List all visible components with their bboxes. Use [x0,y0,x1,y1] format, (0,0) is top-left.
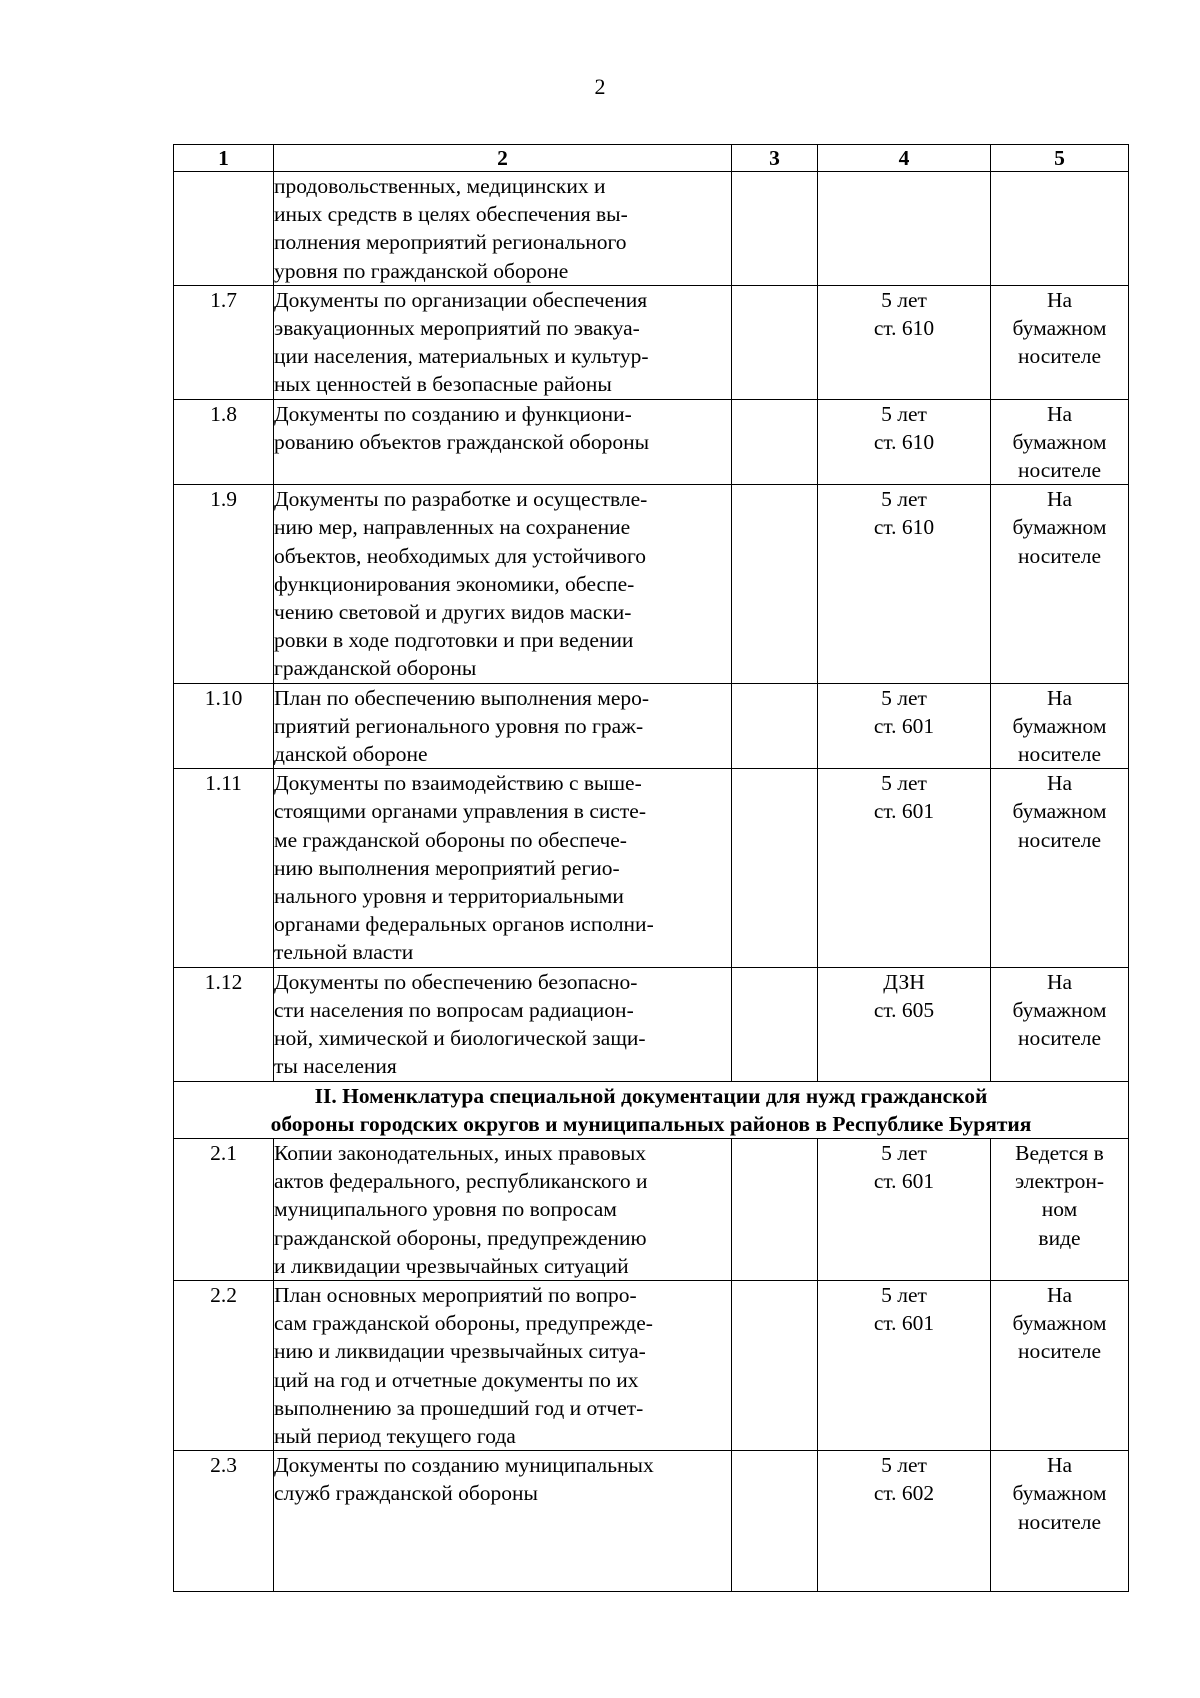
row-description: План по обеспечению выполнения меро- приятий регионального уровня по граж- данской обороне [274,683,732,769]
row-description: Документы по созданию и функциони- рованию объектов гражданской обороны [274,399,732,485]
nomenclature-table [173,144,1129,1592]
row-retention-period: 5 лет ст. 601 [818,1138,991,1280]
row-number: 1.7 [174,285,274,399]
table-header-row [174,145,1129,172]
row-carrier: На бумажном носителе [991,285,1129,399]
row-description: Документы по обеспечению безопасно- сти населения по вопросам радиацион- ной, химической и биологической защи- ты населения [274,967,732,1081]
row-carrier: На бумажном носителе [991,769,1129,967]
row-carrier: На бумажном носителе [991,1280,1129,1450]
row-number: 1.8 [174,399,274,485]
section-title: II. Номенклатура специальной документации для нужд гражданской обороны городских округов и муниципальных районов в Республике Бурятия [174,1081,1129,1138]
row-carrier: На бумажном носителе [991,1451,1129,1592]
row-carrier: На бумажном носителе [991,399,1129,485]
row-retention-period: ДЗН ст. 605 [818,967,991,1081]
row-retention-period: 5 лет ст. 601 [818,769,991,967]
row-retention-period: 5 лет ст. 602 [818,1451,991,1592]
header-col-3: 3 [732,145,818,172]
row-description: продовольственных, медицинских и иных средств в целях обеспечения вы- полнения мероприятий регионального уровня по гражданской обороне [274,172,732,286]
table-row [174,485,1129,683]
row-description: Документы по организации обеспечения эвакуационных мероприятий по эвакуа- ции населения, материальных и культур- ных ценностей в безопасные районы [274,285,732,399]
table-row [174,1451,1129,1592]
row-col3 [732,683,818,769]
header-col-5: 5 [991,145,1129,172]
table-row [174,683,1129,769]
row-number: 1.9 [174,485,274,683]
row-col3 [732,1280,818,1450]
table-row [174,1138,1129,1280]
row-description: План основных мероприятий по вопро- сам гражданской обороны, предупрежде- нию и ликвидации чрезвычайных ситуа- ций на год и отчетные документы по их выполнению за прошедший год и отчет- ный период текущего года [274,1280,732,1450]
row-carrier: Ведется в электрон- ном виде [991,1138,1129,1280]
row-number: 2.3 [174,1451,274,1592]
row-col3 [732,285,818,399]
row-description: Документы по созданию муниципальных служб гражданской обороны [274,1451,732,1592]
row-number: 1.10 [174,683,274,769]
table-row [174,967,1129,1081]
row-carrier [991,172,1129,286]
row-col3 [732,769,818,967]
row-description: Копии законодательных, иных правовых актов федерального, республиканского и муниципального уровня по вопросам гражданской обороны, предупреждению и ликвидации чрезвычайных ситуаций [274,1138,732,1280]
row-col3 [732,399,818,485]
row-col3 [732,485,818,683]
header-col-1: 1 [174,145,274,172]
row-description: Документы по разработке и осуществле- нию мер, направленных на сохранение объектов, необходимых для устойчивого функционирования экономики, обеспе- чению световой и других видов маски- ровки в ходе подготовки и при ведении гражданской обороны [274,485,732,683]
row-retention-period: 5 лет ст. 610 [818,399,991,485]
row-description: Документы по взаимодействию с выше- стоящими органами управления в систе- ме гражданской обороны по обеспече- нию выполнения мероприятий регио- нального уровня и территориальными органами федеральных органов исполни- тельной власти [274,769,732,967]
row-number: 2.1 [174,1138,274,1280]
row-number: 1.12 [174,967,274,1081]
row-carrier: На бумажном носителе [991,485,1129,683]
row-col3 [732,967,818,1081]
row-retention-period: 5 лет ст. 601 [818,683,991,769]
table-row [174,285,1129,399]
table-row [174,769,1129,967]
header-col-2: 2 [274,145,732,172]
table-row [174,172,1129,286]
table-row [174,399,1129,485]
row-retention-period: 5 лет ст. 610 [818,485,991,683]
page-number: 2 [594,74,606,99]
header-col-4: 4 [818,145,991,172]
row-carrier: На бумажном носителе [991,683,1129,769]
row-col3 [732,1138,818,1280]
row-number: 2.2 [174,1280,274,1450]
table-row [174,1280,1129,1450]
row-col3 [732,1451,818,1592]
row-retention-period: 5 лет ст. 601 [818,1280,991,1450]
row-number [174,172,274,286]
row-col3 [732,172,818,286]
row-number: 1.11 [174,769,274,967]
row-carrier: На бумажном носителе [991,967,1129,1081]
row-retention-period [818,172,991,286]
row-retention-period: 5 лет ст. 610 [818,285,991,399]
section-row [174,1081,1129,1138]
